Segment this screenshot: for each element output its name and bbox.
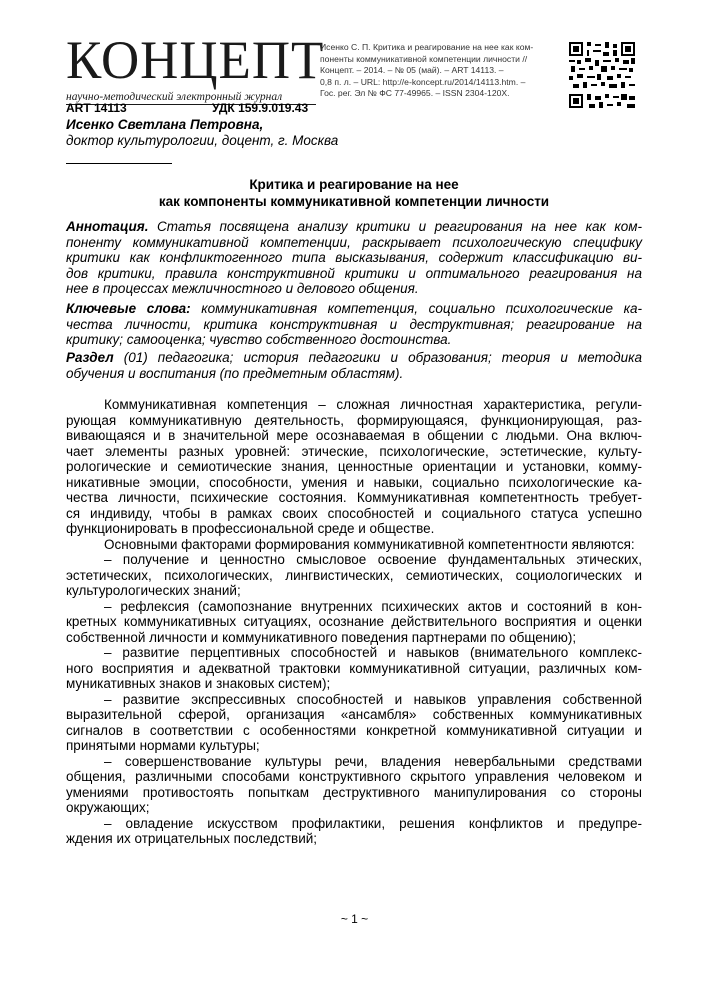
abstract-line: критики как конфликтогенного типа высказывания, содержит классификацию ви-	[66, 250, 642, 266]
body-line: кретных коммуникативных ситуациях, осознание действительного восприятия и оценки	[66, 614, 642, 629]
page-number: ~ 1 ~	[340, 912, 369, 926]
section-line: обучения и воспитания (по предметным областям).	[66, 365, 404, 381]
journal-logo	[66, 30, 325, 103]
body-line: сигналов в соответствии с особенностями конкретной коммуникативной ситуации и	[66, 722, 642, 738]
abstract-label: Аннотация.	[66, 219, 149, 234]
section-line: Раздел (01) педагогика; история педагогики и образования; теория и методика	[66, 350, 642, 365]
list-item: – развитие перцептивных способностей и навыков (внимательного комплекс-	[104, 645, 642, 660]
body-line: никативные эмоции, способности, умения и навыки, социально психологические ка-	[66, 474, 642, 490]
body-line: эстетических, психологических, лингвистических, семиотических, социологических и	[66, 567, 642, 583]
keywords-line: Ключевые слова: коммуникативная компетенция, социально психологические ка-	[66, 301, 642, 316]
citation-line: Гос. рег. Эл № ФС 77-49965. – ISSN 2304-120X.	[320, 88, 510, 99]
citation-line: Исенко С. П. Критика и реагирование на нее как ком-	[320, 42, 534, 52]
body-line: Коммуникативная компетенция – сложная личностная характеристика, регули-	[104, 397, 642, 412]
body-line: ного восприятия и адекватной трактовки коммуникативной ситуации, различных ком-	[66, 660, 642, 676]
body-line: чества личности, психические состояния. Коммуникативная компетентность требует-	[66, 490, 642, 505]
abstract-line: дов критики, правила конструктивной критики и оптимального реагирования на	[66, 265, 642, 281]
body-line: чает элементы разных уровней: этические, психологические, эстетические, культу-	[66, 443, 642, 459]
body-line: функционировать в профессиональной среде и обществе.	[66, 521, 435, 536]
article-title-line: как компоненты коммуникативной компетенции личности	[158, 194, 550, 209]
body-line: ждения их отрицательных последствий;	[66, 831, 318, 846]
list-item: – получение и ценностно смысловое освоение фундаментальных этических,	[104, 552, 642, 567]
body-line: рующая коммуникативную деятельность, формирующаяся, функционирующая, раз-	[66, 412, 642, 428]
citation-line: поненты коммуникативной компетенции личности //	[320, 53, 528, 64]
logo-subtitle: научно-методический электронный журнал	[66, 91, 316, 105]
qr-code-icon	[569, 42, 635, 108]
separator-line	[66, 163, 172, 164]
keywords-line: критику; самооценка; чувство собственного достоинства.	[66, 332, 452, 348]
body-line: выразительной сферой, организация «ансамбля» собственных коммуникативных	[66, 707, 642, 722]
abstract-line: Аннотация. Статья посвящена анализу критики и реагирования на нее как ком-	[66, 219, 642, 234]
keywords-line: чества личности, критика конструктивная и деструктивная; реагирование на	[66, 316, 642, 332]
abstract-line: поненту коммуникативной компетенции, раскрывает психологическую специфику	[66, 234, 642, 250]
keywords-label: Ключевые слова:	[66, 301, 191, 316]
article-body	[66, 397, 642, 847]
body-line: принятыми нормами культуры;	[66, 738, 260, 753]
list-item: – совершенствование культуры речи, владения невербальными средствами	[104, 753, 642, 769]
abstract-line: нее в процессах межличностного и делового общения.	[66, 281, 419, 297]
body-line: собственной личности и коммуникативного поведения партнерами по общению);	[66, 629, 577, 645]
body-line: рологические и семиотические знания, ценностные ориентации и установки, комму-	[66, 459, 642, 474]
author-degree: доктор культурологии, доцент, г. Москва	[66, 133, 339, 148]
citation-line: 0,8 п. л. – URL: http://e-koncept.ru/2014/14113.htm. –	[320, 76, 526, 87]
article-title-line: Критика и реагирование на нее	[249, 177, 459, 192]
citation-line: Концепт. – 2014. – № 05 (май). – ART 14113. –	[320, 65, 504, 76]
article-id: ART 14113	[66, 101, 127, 115]
list-item: – овладение искусством профилактики, решения конфликтов и предупре-	[104, 815, 642, 831]
author-name: Исенко Светлана Петровна,	[66, 117, 264, 132]
udk-code: УДК 159.9.019.43	[212, 101, 309, 115]
section-classification	[66, 350, 642, 381]
keywords	[66, 301, 642, 348]
body-line: ся индивиду, чтобы в рамках своих способностей и социального статуса успешно	[66, 505, 642, 521]
section-label: Раздел	[66, 350, 114, 365]
list-item: – рефлексия (самопознание внутренних психических актов и состояний в кон-	[104, 598, 642, 614]
body-line: умениями противостоять попыткам деструктивного манипулирования со стороны	[66, 784, 642, 800]
list-item: – развитие экспрессивных способностей и навыков управления собственной	[104, 691, 642, 707]
body-line: муникативных знаков и знаковых систем);	[66, 676, 331, 691]
body-line: Основными факторами формирования коммуникативной компетентности являются:	[104, 536, 635, 552]
citation-block	[320, 42, 560, 100]
body-line: окружающих;	[66, 800, 150, 815]
body-line: культурологических знаний;	[66, 583, 241, 598]
abstract	[66, 219, 642, 297]
body-line: общения, различными способами конструктивного скрытого управления человеком и	[66, 769, 642, 784]
logo-wordmark: КОНЦЕПТ	[66, 30, 325, 90]
body-line: вивающаяся и в значительной мере осознаваемая в общении с людьми. Она включ-	[66, 428, 642, 443]
